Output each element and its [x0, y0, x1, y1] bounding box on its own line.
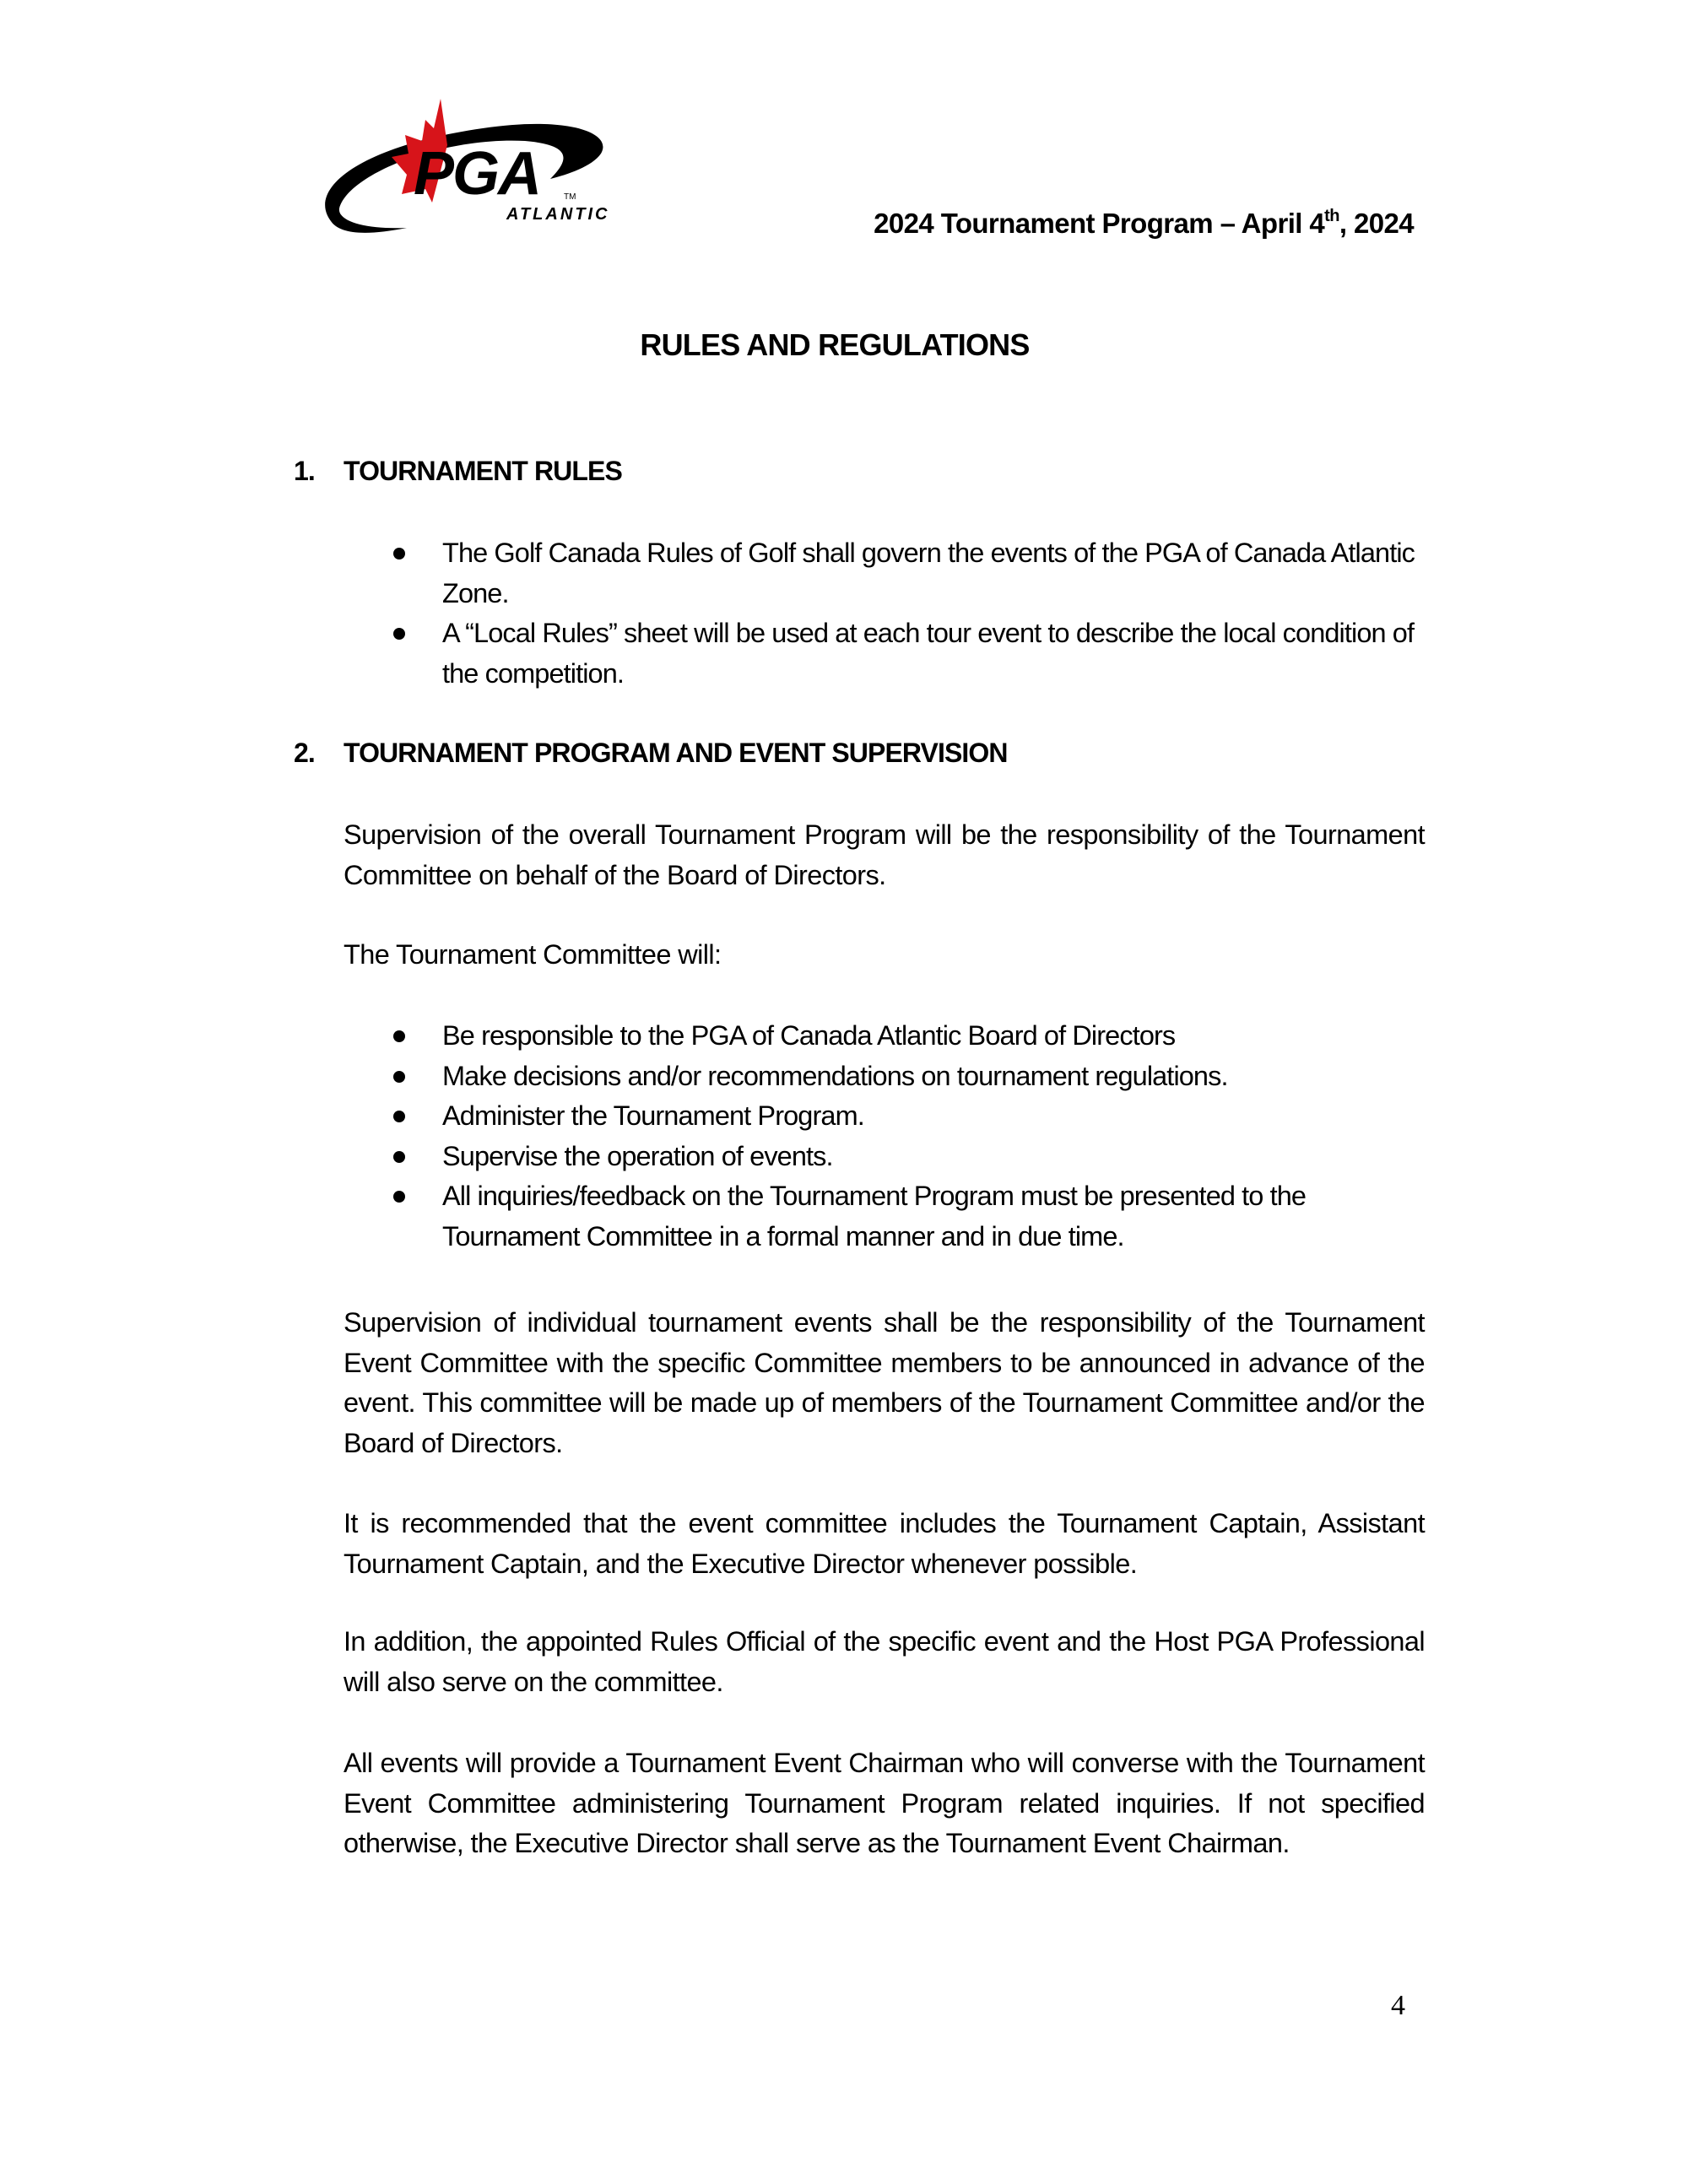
list-item: Administer the Tournament Program. — [387, 1096, 1426, 1137]
header-ordinal-suffix: th — [1324, 207, 1339, 225]
event-chairman-paragraph: All events will provide a Tournament Event Chairman who will converse with the Tournament Event Committee administering Tournament Program related inquiries. If not specified otherwise, the Executive Director shall serve as the Tournament Event Chairman. — [344, 1748, 1425, 1858]
list-item: A “Local Rules” sheet will be used at each tour event to describe the local condition of the competition. — [387, 614, 1426, 694]
event-committee-recommendation-paragraph: It is recommended that the event committee includes the Tournament Captain, Assistant Tournament Captain, and the Executive Director whenever possible. — [344, 1508, 1425, 1579]
section-number: 2. — [294, 738, 315, 768]
section-number: 1. — [294, 456, 315, 486]
svg-text:PGA: PGA — [414, 140, 541, 208]
program-header — [874, 208, 1414, 240]
bullet-icon — [393, 1191, 405, 1203]
supervision-intro-paragraph: Supervision of the overall Tournament Program will be the responsibility of the Tournament Committee on behalf of the Board of Directors. — [344, 819, 1425, 890]
bullet-icon — [393, 1071, 405, 1083]
list-item: Be responsible to the PGA of Canada Atlantic Board of Directors — [387, 1016, 1426, 1057]
header-text-year: , 2024 — [1339, 208, 1414, 239]
list-item: Make decisions and/or recommendations on tournament regulations. — [387, 1057, 1426, 1097]
bullet-icon — [393, 1030, 405, 1042]
section-title: TOURNAMENT PROGRAM AND EVENT SUPERVISION — [344, 738, 1008, 768]
svg-text:TM: TM — [564, 192, 576, 202]
bullet-icon — [393, 1151, 405, 1163]
page-title: RULES AND REGULATIONS — [640, 327, 1030, 362]
bullet-icon — [393, 1111, 405, 1122]
committee-duties-list — [387, 1016, 1426, 1257]
pga-atlantic-logo — [314, 95, 626, 245]
list-item: The Golf Canada Rules of Golf shall govern the events of the PGA of Canada Atlantic Zone. — [387, 533, 1426, 614]
section-heading-program-supervision — [294, 738, 1008, 769]
bullet-icon — [393, 628, 405, 640]
committee-will-label: The Tournament Committee will: — [344, 939, 722, 970]
svg-text:ATLANTIC: ATLANTIC — [506, 205, 610, 224]
tournament-rules-list — [387, 533, 1426, 694]
header-text-main: 2024 Tournament Program – April 4 — [874, 208, 1325, 239]
list-item: Supervise the operation of events. — [387, 1137, 1426, 1177]
section-title: TOURNAMENT RULES — [344, 456, 622, 486]
event-supervision-paragraph: Supervision of individual tournament events shall be the responsibility of the Tournament Event Committee with the specific Committee members to be announced in advance of the event. This committee will be made up of members of the Tournament Committee and/or the Board of Directors. — [344, 1307, 1425, 1458]
section-heading-tournament-rules — [294, 456, 622, 487]
page-number: 4 — [1391, 1990, 1405, 2021]
list-item: All inquiries/feedback on the Tournament Program must be presented to the Tournament Committee in a formal manner and in due time. — [387, 1176, 1426, 1257]
bullet-icon — [393, 548, 405, 560]
rules-official-paragraph: In addition, the appointed Rules Official of the specific event and the Host PGA Professional will also serve on the committee. — [344, 1626, 1425, 1697]
